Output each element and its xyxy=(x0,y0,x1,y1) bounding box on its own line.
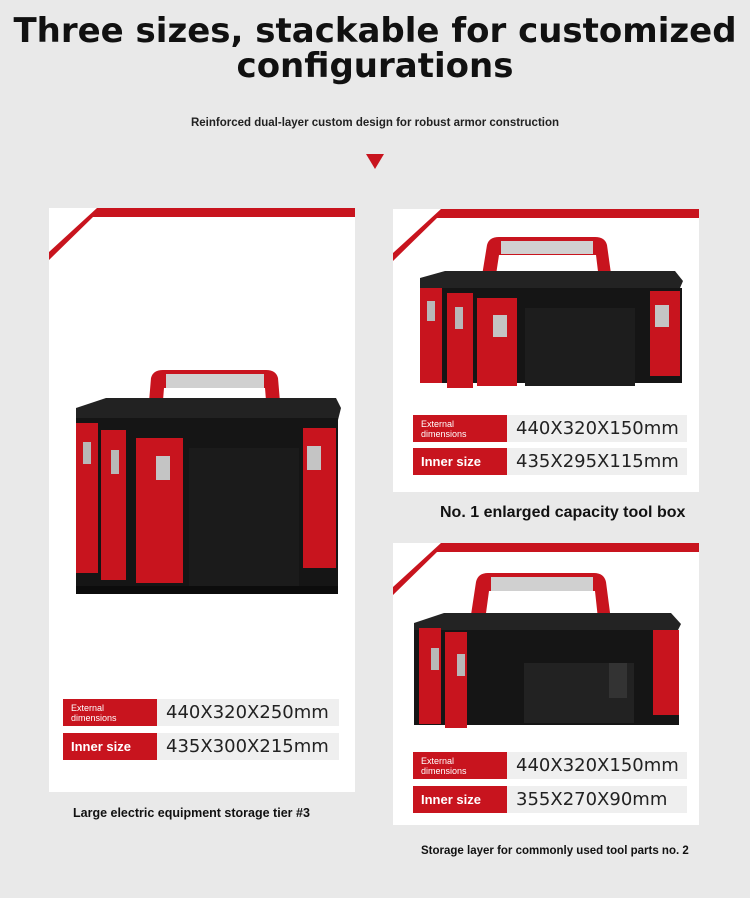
card-stripe xyxy=(393,209,699,221)
spec-row-external xyxy=(413,415,687,442)
spec-label-external: External dimensions xyxy=(413,752,507,779)
spec-value-external: 440X320X250mm xyxy=(157,699,339,726)
no2-toolbox-image xyxy=(409,568,685,733)
spec-label-inner: Inner size xyxy=(413,448,507,475)
caption-large-tier: Large electric equipment storage tier #3 xyxy=(73,806,310,820)
spec-row-inner xyxy=(413,448,687,475)
title-line-2: configurations xyxy=(236,46,514,86)
spec-row-inner xyxy=(413,786,687,813)
spec-value-inner: 435X300X215mm xyxy=(157,733,339,760)
page-title xyxy=(0,11,750,86)
spec-label-external: External dimensions xyxy=(63,699,157,726)
spec-label-inner: Inner size xyxy=(413,786,507,813)
card-stripe xyxy=(393,543,699,555)
card-large-tier xyxy=(49,208,355,792)
down-triangle-icon xyxy=(366,154,384,169)
spec-label-external: External dimensions xyxy=(413,415,507,442)
spec-value-external: 440X320X150mm xyxy=(507,415,687,442)
title-line-1: Three sizes, stackable for customized xyxy=(13,11,737,51)
card-no2 xyxy=(393,543,699,825)
card-no1 xyxy=(393,209,699,492)
spec-row-external xyxy=(413,752,687,779)
spec-value-inner: 355X270X90mm xyxy=(507,786,687,813)
large-toolbox-image xyxy=(71,368,341,603)
caption-no1: No. 1 enlarged capacity tool box xyxy=(440,504,686,521)
spec-value-external: 440X320X150mm xyxy=(507,752,687,779)
spec-label-inner: Inner size xyxy=(63,733,157,760)
spec-row-external xyxy=(63,699,339,726)
card-stripe xyxy=(49,208,355,220)
spec-value-inner: 435X295X115mm xyxy=(507,448,687,475)
caption-no2: Storage layer for commonly used tool parts no. 2 xyxy=(421,845,689,857)
spec-row-inner xyxy=(63,733,339,760)
page-subtitle: Reinforced dual-layer custom design for robust armor construction xyxy=(190,117,560,129)
no1-toolbox-image xyxy=(415,233,685,393)
